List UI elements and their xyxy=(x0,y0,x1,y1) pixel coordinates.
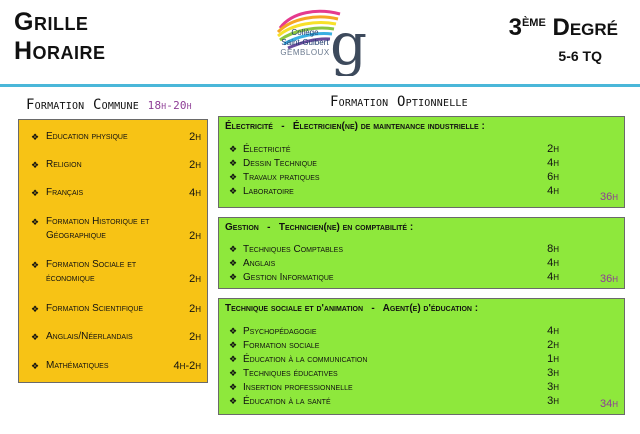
title-line-2: Horaire xyxy=(14,37,106,65)
bullet-icon: ❖ xyxy=(229,258,238,268)
bullet-icon: ❖ xyxy=(31,361,40,371)
bullet-icon: ❖ xyxy=(229,244,238,254)
list-item: ❖ Formation Sociale et économique 2h xyxy=(31,259,201,285)
bullet-icon: ❖ xyxy=(31,260,40,270)
degree-suffix: ème xyxy=(521,13,546,30)
bullet-icon: ❖ xyxy=(229,144,238,154)
bullet-icon: ❖ xyxy=(31,132,40,142)
logo-line-2: Saint-Guibert xyxy=(281,38,329,47)
title-line-1: Grille xyxy=(14,8,89,36)
bullet-icon: ❖ xyxy=(31,304,40,314)
option-box-electricite: Électricité - Électricien(ne) de maintenance industrielle : ❖ Électricité 2h ❖ Dessin Technique 4h ❖ Travaux pratiques 6h ❖ Laboratoire 4h 36h xyxy=(218,116,625,208)
common-title-text: Formation Commune xyxy=(26,97,139,113)
degree-title xyxy=(509,8,618,42)
option-total-hours: 36h xyxy=(599,191,618,203)
svg-text:g: g xyxy=(330,10,368,76)
bullet-icon: ❖ xyxy=(31,160,40,170)
bullet-icon: ❖ xyxy=(229,368,238,378)
option-total-hours: 34h xyxy=(599,398,618,410)
bullet-icon: ❖ xyxy=(229,340,238,350)
bullet-icon: ❖ xyxy=(31,188,40,198)
level-label: 5-6 TQ xyxy=(558,48,602,64)
bullet-icon: ❖ xyxy=(229,186,238,196)
bullet-icon: ❖ xyxy=(229,382,238,392)
option-box-gestion: Gestion - Technicien(ne) en comptabilité : ❖ Techniques Comptables 8h ❖ Anglais 4h ❖ Gestion Informatique 4h 36h xyxy=(218,217,625,289)
page-title xyxy=(14,8,106,66)
logo-line-3: GEMBLOUX xyxy=(280,48,330,57)
degree-word: Degré xyxy=(552,14,618,41)
common-hours: 18h-20h xyxy=(147,99,192,112)
option-heading: Technique sociale et d'animation - Agent(e) d'éducation : xyxy=(225,303,479,314)
logo-line-1: Collège xyxy=(291,28,319,37)
bullet-icon: ❖ xyxy=(229,354,238,364)
common-section-title xyxy=(26,97,192,113)
bullet-icon: ❖ xyxy=(229,326,238,336)
option-heading: Électricité - Électricien(ne) de maintenance industrielle : xyxy=(225,121,485,132)
bullet-icon: ❖ xyxy=(229,272,238,282)
header-divider xyxy=(0,84,640,87)
bullet-icon: ❖ xyxy=(31,217,40,227)
bullet-icon: ❖ xyxy=(229,158,238,168)
bullet-icon: ❖ xyxy=(229,396,238,406)
list-item: ❖ Formation Historique et Géographique 2h xyxy=(31,216,201,242)
optional-section-title: Formation Optionnelle xyxy=(330,94,468,110)
logo-text xyxy=(270,28,340,58)
option-heading: Gestion - Technicien(ne) en comptabilité : xyxy=(225,222,414,233)
option-box-technique-sociale: Technique sociale et d'animation - Agent(e) d'éducation : ❖ Psychopédagogie 4h ❖ Formation sociale 2h ❖ Éducation à la communication 1h ❖ Techniques éducatives 3h ❖ Insertion professionnelle 3h ❖ Éducation à la santé 3h 34h xyxy=(218,298,625,415)
degree-number: 3 xyxy=(508,14,522,41)
option-total-hours: 36h xyxy=(599,273,618,285)
common-box: ❖ Education physique 2h ❖ Religion 2h ❖ Français 4h ❖ Formation Historique et Géographique 2h ❖ Formation Sociale et économique 2h ❖ Formation Scientifique 2h ❖ Anglais/Néerlandais 2h ❖ Mathématiques 4h-2h xyxy=(18,119,208,383)
bullet-icon: ❖ xyxy=(31,332,40,342)
bullet-icon: ❖ xyxy=(229,172,238,182)
